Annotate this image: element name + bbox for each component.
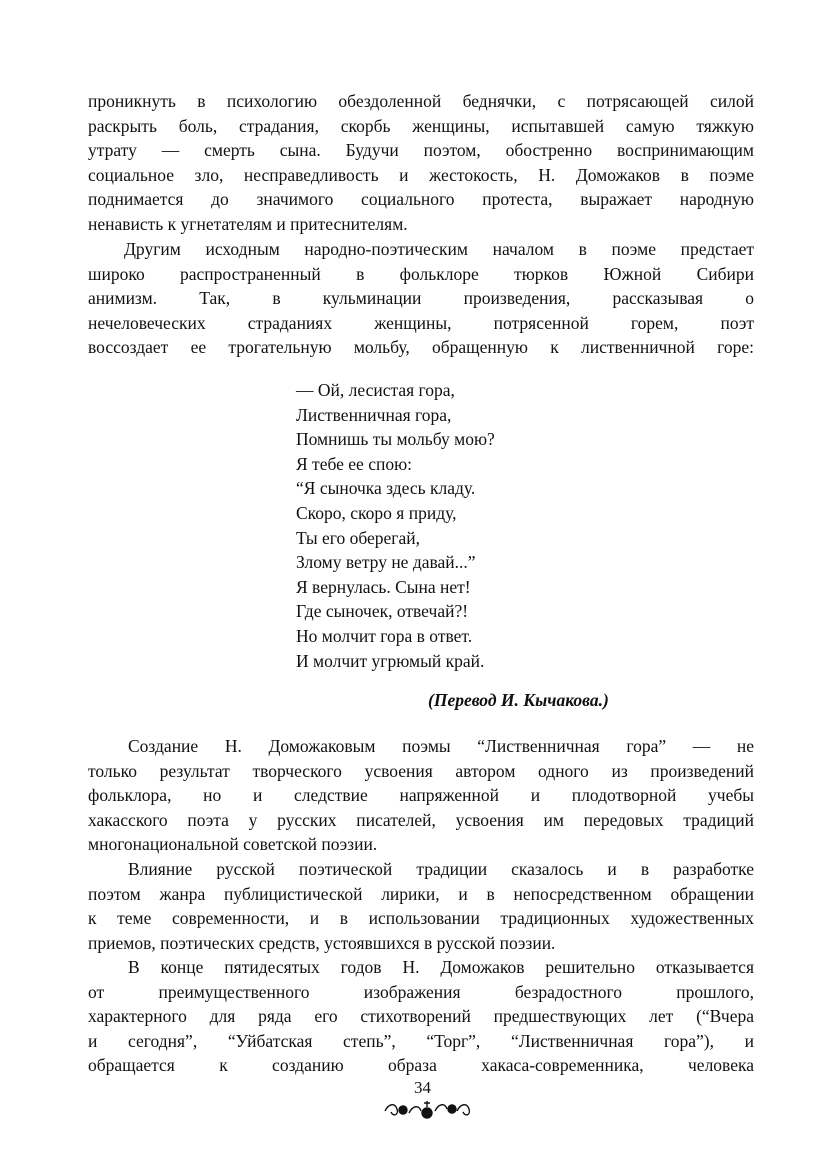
poem-verse: Я тебе ее спою: <box>296 453 413 474</box>
page-number: 34 <box>414 1078 431 1097</box>
text-line: приемов, поэтических средств, устоявшихся в русской поэзии. <box>88 932 556 953</box>
poem-verse: Злому ветру не давай...” <box>296 552 476 573</box>
text-line: многонациональной советской поэзии. <box>88 834 378 855</box>
text-line: поднимается до значимого социального протеста, выражает народную <box>88 189 754 210</box>
translator-credit: (Перевод И. Кычакова.) <box>428 690 609 710</box>
poem-verse: Но молчит гора в ответ. <box>296 625 473 646</box>
text-line: В конце пятидесятых годов Н. Доможаков решительно отказывается <box>128 957 754 977</box>
text-line: утрату –– смерть сына. Будучи поэтом, обостренно воспринимающим <box>88 140 754 161</box>
poem-verse: Помнишь ты мольбу мою? <box>296 429 495 450</box>
floral-ornament-icon <box>381 1093 473 1123</box>
text-line: Создание Н. Доможаковым поэмы “Лиственничная гора” –– не <box>128 736 754 756</box>
text-line: ненависть к угнетателям и притеснителям. <box>88 213 408 234</box>
poem-verse: Ты его оберегай, <box>296 527 420 548</box>
text-line: раскрыть боль, страдания, скорбь женщины, испытавшей самую тяжкую <box>88 115 754 136</box>
text-line: анимизм. Так, в кульминации произведения, рассказывая о <box>88 288 754 309</box>
poem-verse: — Ой, лесистая гора, <box>296 380 455 400</box>
poem-verse: И молчит угрюмый край. <box>296 650 485 671</box>
text-line: Другим исходным народно-поэтическим началом в поэме предстает <box>124 239 754 259</box>
paragraph-1 <box>88 89 754 237</box>
text-line: нечеловеческих страданиях женщины, потрясенной горем, поэт <box>88 312 754 333</box>
text-line: проникнуть в психологию обездоленной беднячки, с потрясающей силой <box>88 91 754 111</box>
text-line: и сегодня”, “Уйбатская степь”, “Торг”, “Лиственничная гора”), и <box>88 1030 754 1051</box>
paragraph-5 <box>88 955 754 1078</box>
poem <box>296 378 616 673</box>
text-line: к теме современности, и в использовании традиционных художественных <box>88 908 754 929</box>
text-line: социальное зло, несправедливость и жестокость, Н. Доможаков в поэме <box>88 164 754 185</box>
poem-verse: Где сыночек, отвечай?! <box>296 601 469 622</box>
text-line: поэтом жанра публицистической лирики, и в непосредственном обращении <box>88 883 754 904</box>
text-line: характерного для ряда его стихотворений предшествующих лет (“Вчера <box>88 1006 754 1027</box>
paragraph-2 <box>88 237 754 360</box>
text-line: обращается к созданию образа хакаса-современника, человека <box>88 1055 754 1076</box>
poem-verse: Лиственничная гора, <box>296 404 452 425</box>
text-line: только результат творческого усвоения автором одного из произведений <box>88 760 754 781</box>
paragraph-3 <box>88 734 754 857</box>
text-line: широко распространенный в фольклоре тюрков Южной Сибири <box>88 263 754 284</box>
poem-verse: Я вернулась. Сына нет! <box>296 576 471 597</box>
paragraph-4 <box>88 857 754 955</box>
poem-verse: Скоро, скоро я приду, <box>296 502 457 523</box>
text-line: фольклора, но и следствие напряженной и плодотворной учебы <box>88 785 754 806</box>
poem-verse: “Я сыночка здесь кладу. <box>296 478 476 499</box>
text-line: Влияние русской поэтической традиции сказалось и в разработке <box>128 859 754 879</box>
text-line: воссоздает ее трогательную мольбу, обращенную к лиственничной горе: <box>88 337 754 358</box>
text-line: от преимущественного изображения безрадостного прошлого, <box>88 981 754 1002</box>
text-line: хакасского поэта у русских писателей, усвоения им передовых традиций <box>88 809 754 830</box>
